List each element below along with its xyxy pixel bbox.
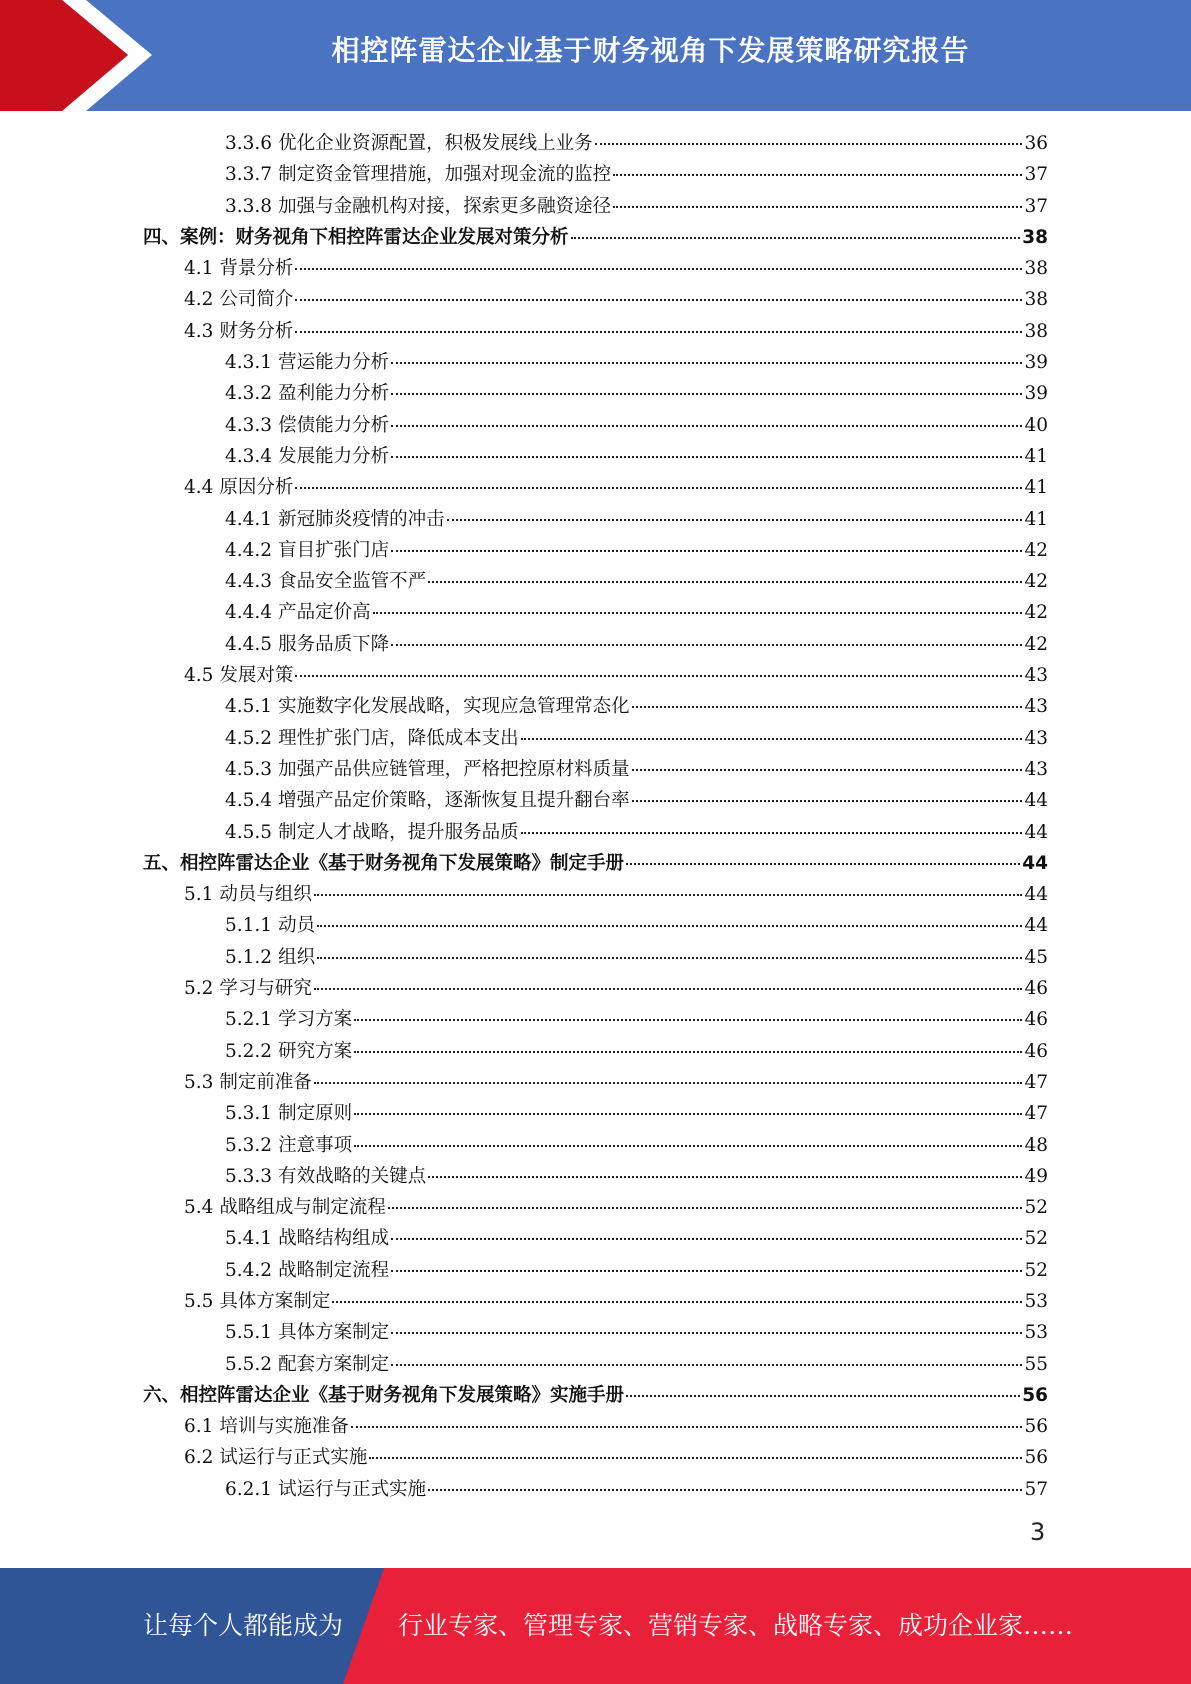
toc-entry-title: 加强与金融机构对接，探索更多融资途径 [278,195,612,217]
toc-entry-page: 38 [1024,320,1048,342]
toc-entry-title: 四、案例：财务视角下相控阵雷达企业发展对策分析 [143,226,569,248]
toc-entry-page: 40 [1024,414,1048,436]
toc-entry-title: 有效战略的关键点 [278,1165,427,1187]
toc-entry[interactable] [143,378,1048,409]
toc-dot-leader [391,1331,1022,1334]
toc-entry[interactable] [143,1349,1048,1380]
toc-dot-leader [595,142,1023,145]
toc-entry-number: 4.5.5 [225,821,273,843]
toc-dot-leader [571,236,1021,239]
toc-entry-number: 4.5.4 [225,790,273,812]
toc-entry-number: 5.2 [184,978,214,1000]
toc-dot-leader [391,392,1022,395]
toc-entry[interactable] [143,284,1048,315]
toc-entry-page: 56 [1024,1416,1048,1438]
toc-entry-title: 实施数字化发展战略，实现应急管理常态化 [278,696,630,718]
toc-dot-leader [314,987,1023,990]
toc-entry-number: 4.4.4 [225,602,273,624]
toc-entry[interactable] [143,566,1048,597]
toc-entry-number: 4.4.3 [225,571,273,593]
toc-entry-page: 42 [1024,602,1048,624]
toc-entry-number: 4.2 [184,289,214,311]
toc-entry[interactable] [143,1474,1048,1505]
toc-entry-number: 4.3.3 [225,414,273,436]
toc-entry-title: 增强产品定价策略，逐渐恢复且提升翻台率 [278,790,630,812]
toc-entry-page: 44 [1024,884,1048,906]
toc-entry[interactable] [143,410,1048,441]
toc-entry-title: 试运行与正式实施 [278,1478,427,1500]
toc-entry[interactable] [143,660,1048,691]
toc-entry-page: 47 [1024,1071,1048,1093]
toc-dot-leader [295,330,1022,333]
toc-dot-leader [521,737,1023,740]
toc-entry[interactable] [143,879,1048,910]
toc-entry-page: 41 [1024,508,1048,530]
toc-dot-leader [295,298,1022,301]
toc-entry-title: 具体方案制定 [219,1290,331,1312]
toc-entry[interactable] [143,504,1048,535]
toc-entry-title: 学习与研究 [219,978,312,1000]
toc-entry-number: 6.2 [184,1447,214,1469]
toc-entry-title: 盲目扩张门店 [278,539,390,561]
toc-entry-number: 4.5 [184,665,214,687]
toc-entry-title: 组织 [278,946,316,968]
toc-entry-page: 38 [1022,226,1048,248]
toc-entry[interactable] [143,1223,1048,1254]
toc-entry-page: 44 [1024,915,1048,937]
toc-entry-title: 制定原则 [278,1103,353,1125]
toc-entry[interactable] [143,817,1048,848]
toc-entry-title: 服务品质下降 [278,633,390,655]
toc-dot-leader [295,267,1022,270]
toc-entry[interactable] [143,754,1048,785]
toc-entry[interactable] [143,973,1048,1004]
toc-entry-title: 试运行与正式实施 [219,1447,368,1469]
toc-entry[interactable] [143,347,1048,378]
toc-entry-number: 3.3.7 [225,164,273,186]
toc-entry-title: 加强产品供应链管理，严格把控原材料质量 [278,758,630,780]
toc-entry-page: 42 [1024,633,1048,655]
toc-dot-leader [391,1237,1022,1240]
toc-entry-page: 43 [1024,727,1048,749]
toc-dot-leader [391,1269,1022,1272]
toc-dot-leader [626,862,1020,865]
toc-entry-page: 39 [1024,383,1048,405]
toc-entry-page: 38 [1024,258,1048,280]
toc-entry[interactable] [143,848,1048,879]
toc-dot-leader [632,799,1023,802]
toc-entry-number: 5.1.1 [225,915,273,937]
toc-entry-number: 4.5.1 [225,696,273,718]
toc-entry-title: 制定人才战略，提升服务品质 [278,821,519,843]
footer-slogan-left: 让每个人都能成为 [143,1611,344,1640]
toc-entry[interactable] [143,1442,1048,1473]
toc-dot-leader [388,1206,1023,1209]
toc-entry-page: 44 [1024,821,1048,843]
toc-entry-title: 动员与组织 [219,884,312,906]
toc-entry-title: 制定资金管理措施，加强对现金流的监控 [278,164,612,186]
toc-entry-title: 财务分析 [219,320,294,342]
toc-entry-title: 新冠肺炎疫情的冲击 [278,508,445,530]
toc-dot-leader [632,705,1023,708]
toc-dot-leader [354,1144,1022,1147]
toc-entry[interactable] [143,1161,1048,1192]
toc-entry-number: 5.5.2 [225,1353,273,1375]
toc-entry-title: 发展对策 [219,665,294,687]
toc-dot-leader [314,893,1023,896]
toc-entry-title: 战略组成与制定流程 [219,1197,386,1219]
toc-entry-number: 4.3 [184,320,214,342]
toc-entry-number: 4.3.2 [225,383,273,405]
toc-dot-leader [632,768,1023,771]
toc-entry-number: 6.1 [184,1416,214,1438]
toc-entry-title: 营运能力分析 [278,352,390,374]
toc-entry-number: 5.3.1 [225,1103,273,1125]
toc-entry-page: 45 [1024,946,1048,968]
toc-entry[interactable] [143,785,1048,816]
toc-dot-leader [613,205,1022,208]
toc-entry-title: 盈利能力分析 [278,383,390,405]
toc-entry-page: 52 [1024,1259,1048,1281]
toc-entry-page: 41 [1024,445,1048,467]
toc-entry-page: 39 [1024,352,1048,374]
toc-entry[interactable] [143,159,1048,190]
toc-entry-page: 53 [1024,1290,1048,1312]
toc-dot-leader [295,674,1022,677]
toc-entry-number: 5.3.3 [225,1165,273,1187]
toc-entry-page: 49 [1024,1165,1048,1187]
document-title: 相控阵雷达企业基于财务视角下发展策略研究报告 [331,34,970,67]
toc-entry-title: 具体方案制定 [278,1322,390,1344]
toc-entry-page: 52 [1024,1197,1048,1219]
toc-dot-leader [613,173,1022,176]
toc-dot-leader [354,1050,1022,1053]
toc-entry-number: 4.4 [184,477,214,499]
page-header [0,0,1191,111]
toc-dot-leader [351,1425,1023,1428]
toc-entry[interactable] [143,1004,1048,1035]
toc-entry[interactable] [143,472,1048,503]
toc-dot-leader [391,424,1022,427]
toc-entry-page: 42 [1024,571,1048,593]
toc-entry[interactable] [143,942,1048,973]
toc-entry-number: 4.3.4 [225,445,273,467]
toc-entry-number: 5.2.1 [225,1009,273,1031]
toc-entry-number: 4.5.2 [225,727,273,749]
toc-entry-number: 6.2.1 [225,1478,273,1500]
toc-entry[interactable] [143,1411,1048,1442]
toc-entry-page: 46 [1024,1040,1048,1062]
toc-dot-leader [428,1175,1022,1178]
toc-entry-title: 理性扩张门店，降低成本支出 [278,727,519,749]
toc-dot-leader [391,549,1022,552]
toc-dot-leader [428,580,1022,583]
toc-entry[interactable] [143,1255,1048,1286]
toc-entry-title: 食品安全监管不严 [278,571,427,593]
toc-entry-number: 5.3 [184,1071,214,1093]
toc-entry[interactable] [143,1286,1048,1317]
toc-entry-number: 5.1.2 [225,946,273,968]
toc-entry-number: 3.3.6 [225,133,273,154]
toc-entry[interactable] [143,222,1048,253]
toc-entry-page: 42 [1024,539,1048,561]
toc-entry-page: 52 [1024,1228,1048,1250]
table-of-contents [143,128,1048,1505]
toc-entry[interactable] [143,597,1048,628]
toc-entry-title: 偿债能力分析 [278,414,390,436]
page-number: 3 [1030,1518,1046,1546]
toc-entry-number: 5.1 [184,884,214,906]
toc-entry-page: 43 [1024,665,1048,687]
toc-entry[interactable] [143,1130,1048,1161]
toc-entry[interactable] [143,191,1048,222]
toc-entry-title: 制定前准备 [219,1071,312,1093]
toc-dot-leader [391,455,1022,458]
toc-dot-leader [391,643,1022,646]
toc-entry-page: 44 [1024,790,1048,812]
toc-entry-page: 38 [1024,289,1048,311]
toc-dot-leader [332,1300,1022,1303]
toc-entry-title: 配套方案制定 [278,1353,390,1375]
toc-entry-page: 56 [1022,1384,1048,1406]
toc-entry-page: 43 [1024,696,1048,718]
toc-entry-page: 56 [1024,1447,1048,1469]
toc-dot-leader [447,518,1023,521]
toc-entry-page: 57 [1024,1478,1048,1500]
toc-entry-title: 动员 [278,915,316,937]
toc-dot-leader [428,1488,1022,1491]
toc-dot-leader [295,486,1022,489]
toc-entry[interactable] [143,316,1048,347]
toc-entry-title: 产品定价高 [278,602,371,624]
toc-entry[interactable] [143,128,1048,159]
toc-entry-number: 4.4.5 [225,633,273,655]
toc-entry-title: 背景分析 [219,258,294,280]
toc-entry-number: 4.5.3 [225,758,273,780]
toc-dot-leader [521,831,1023,834]
toc-entry[interactable] [143,535,1048,566]
toc-entry-title: 六、相控阵雷达企业《基于财务视角下发展策略》实施手册 [143,1384,625,1406]
toc-entry-title: 五、相控阵雷达企业《基于财务视角下发展策略》制定手册 [143,852,625,874]
toc-entry-number: 5.4 [184,1197,214,1219]
toc-entry-number: 4.4.2 [225,539,273,561]
toc-entry-title: 注意事项 [278,1134,353,1156]
toc-entry-page: 47 [1024,1103,1048,1125]
toc-entry-number: 5.2.2 [225,1040,273,1062]
toc-entry[interactable] [143,1036,1048,1067]
toc-entry-page: 36 [1024,133,1048,154]
toc-dot-leader [317,924,1022,927]
toc-entry-title: 战略结构组成 [278,1228,390,1250]
toc-entry[interactable] [143,629,1048,660]
toc-entry-title: 原因分析 [219,477,294,499]
toc-entry-page: 43 [1024,758,1048,780]
toc-dot-leader [391,361,1022,364]
toc-dot-leader [373,611,1023,614]
toc-entry-title: 发展能力分析 [278,445,390,467]
toc-entry-title: 学习方案 [278,1009,353,1031]
toc-entry-number: 4.4.1 [225,508,273,530]
toc-dot-leader [354,1112,1022,1115]
toc-entry[interactable] [143,1098,1048,1129]
toc-entry-number: 3.3.8 [225,195,273,217]
toc-entry[interactable] [143,910,1048,941]
toc-entry-page: 37 [1024,164,1048,186]
footer-slogan-right: 行业专家、管理专家、营销专家、战略专家、成功企业家…… [398,1611,1074,1640]
toc-entry-number: 4.3.1 [225,352,273,374]
toc-entry-number: 5.4.1 [225,1228,273,1250]
toc-entry-page: 46 [1024,978,1048,1000]
page-footer [0,1568,1191,1684]
toc-entry-number: 5.5 [184,1290,214,1312]
toc-entry-page: 48 [1024,1134,1048,1156]
toc-entry-title: 优化企业资源配置，积极发展线上业务 [278,133,593,154]
toc-entry-page: 46 [1024,1009,1048,1031]
toc-dot-leader [626,1394,1020,1397]
toc-dot-leader [369,1456,1022,1459]
toc-entry-page: 53 [1024,1322,1048,1344]
toc-entry-title: 培训与实施准备 [219,1416,349,1438]
toc-entry-page: 37 [1024,195,1048,217]
toc-entry[interactable] [143,1067,1048,1098]
toc-entry-page: 41 [1024,477,1048,499]
toc-entry[interactable] [143,253,1048,284]
toc-entry[interactable] [143,441,1048,472]
toc-entry-number: 4.1 [184,258,214,280]
toc-entry-page: 44 [1022,852,1048,874]
toc-dot-leader [391,1363,1022,1366]
toc-entry-title: 公司简介 [219,289,294,311]
toc-dot-leader [354,1018,1022,1021]
toc-entry[interactable] [143,1380,1048,1411]
toc-dot-leader [314,1081,1023,1084]
toc-dot-leader [317,956,1022,959]
toc-entry-title: 研究方案 [278,1040,353,1062]
toc-entry-number: 5.5.1 [225,1322,273,1344]
toc-entry[interactable] [143,1317,1048,1348]
toc-entry-number: 5.4.2 [225,1259,273,1281]
toc-entry-title: 战略制定流程 [278,1259,390,1281]
toc-entry-page: 55 [1024,1353,1048,1375]
toc-entry[interactable] [143,691,1048,722]
toc-entry[interactable] [143,1192,1048,1223]
toc-entry-number: 5.3.2 [225,1134,273,1156]
toc-entry[interactable] [143,723,1048,754]
